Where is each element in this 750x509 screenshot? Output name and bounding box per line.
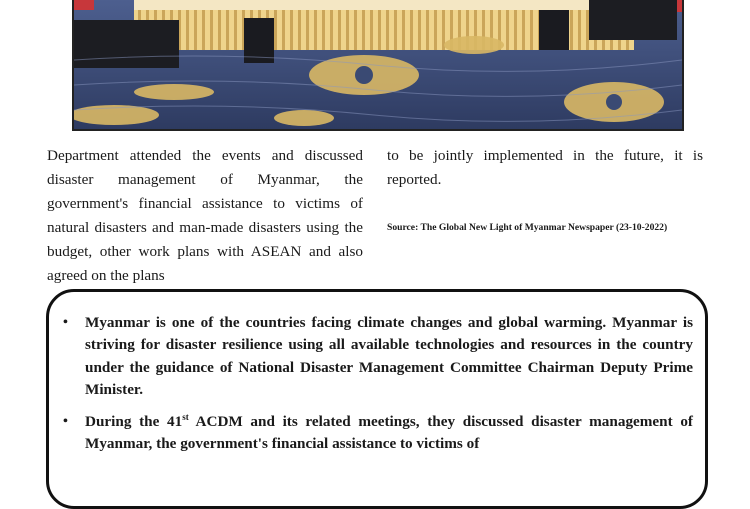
highlight-text-pre: During the 41	[85, 412, 183, 430]
stage-image	[74, 0, 682, 129]
bullet-icon: •	[63, 413, 68, 429]
highlight-item	[63, 312, 693, 402]
ordinal-suffix: st	[182, 411, 189, 422]
highlights-list	[63, 312, 693, 464]
article-right-column: to be jointly implemented in the future, it is reported.	[387, 147, 703, 188]
highlights-box	[46, 289, 708, 509]
article-left-column: Department attended the events and discussed disaster management of Myanmar, the government's financial assistance to victims of natural disasters and man-made disasters using the budget, other work plans with ASEAN and also agreed on the plans	[47, 147, 363, 284]
highlight-text: Myanmar is one of the countries facing climate changes and global warming. Myanmar is striving for disaster resilience using all available technologies and resources in the country under the guidance of National Disaster Management Committee Chairman Deputy Prime Minister.	[85, 314, 693, 399]
article-source: Source: The Global New Light of Myanmar Newspaper (23-10-2022)	[387, 222, 668, 233]
highlight-item	[63, 411, 693, 456]
highlight-text-post: ACDM and its related meetings, they discussed disaster management of Myanmar, the government's financial assistance to victims of	[85, 412, 693, 453]
bullet-icon: •	[63, 315, 68, 330]
event-photo	[72, 0, 684, 131]
